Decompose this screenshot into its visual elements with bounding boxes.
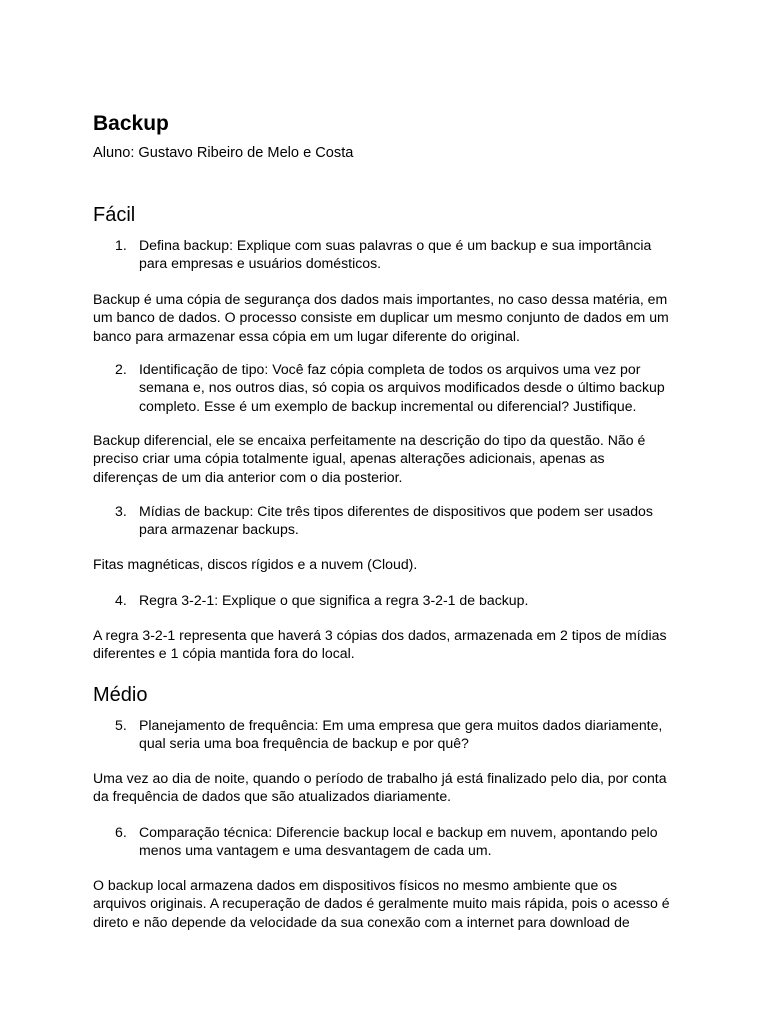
answer-paragraph [93, 876, 683, 931]
question-line: para armazenar backups. [139, 521, 299, 538]
answer-line: diferentes e 1 cópia mantida fora do local. [93, 645, 355, 662]
answer-line: arquivos originais. A recuperação de dados é geralmente muito mais rápida, pois o acesso é [93, 895, 670, 912]
question-line: Defina backup: Explique com suas palavras o que é um backup e sua importância [139, 237, 652, 253]
section-heading-medio: Médio [93, 684, 148, 706]
answer-line: Backup é uma cópia de segurança dos dados mais importantes, no caso dessa matéria, em [93, 291, 668, 307]
question-text [139, 823, 658, 860]
author-line: Aluno: Gustavo Ribeiro de Melo e Costa [93, 145, 354, 161]
answer-line: Uma vez ao dia de noite, quando o período de trabalho já está finalizado pelo dia, por conta [93, 770, 667, 786]
question-number: 2. [115, 361, 127, 377]
question-number: 6. [115, 824, 127, 840]
answer-line: diferenças de um dia anterior com o dia posterior. [93, 468, 403, 485]
answer-line: preciso criar uma cópia totalmente igual, apenas alterações adicionais, apenas as [93, 450, 605, 467]
question-number: 4. [115, 592, 127, 608]
question-line: Regra 3-2-1: Explique o que significa a regra 3-2-1 de backup. [139, 592, 529, 608]
answer-line: Backup diferencial, ele se encaixa perfeitamente na descrição do tipo da questão. Não é [93, 432, 646, 448]
question-line: menos uma vantagem e uma desvantagem de cada um. [139, 842, 492, 859]
answer-paragraph [93, 626, 683, 663]
question-line: para empresas e usuários domésticos. [139, 255, 382, 272]
question-line: semana e, nos outros dias, só copia os arquivos modificados desde o último backup [139, 379, 665, 396]
answer-line: O backup local armazena dados em dispositivos físicos no mesmo ambiente que os [93, 877, 618, 893]
document-title: Backup [93, 112, 169, 135]
answer-line: um banco de dados. O processo consiste em duplicar um mesmo conjunto de dados em um [93, 309, 669, 326]
question-line: Mídias de backup: Cite três tipos diferentes de dispositivos que podem ser usados [139, 503, 653, 519]
question-number: 5. [115, 717, 127, 733]
question-line: Identificação de tipo: Você faz cópia completa de todos os arquivos uma vez por [139, 361, 641, 377]
question-line: Planejamento de frequência: Em uma empresa que gera muitos dados diariamente, [139, 717, 663, 733]
question-number: 1. [115, 237, 127, 253]
question-text [139, 716, 662, 753]
answer-paragraph [93, 555, 683, 573]
section-heading-facil: Fácil [93, 204, 136, 226]
answer-paragraph [93, 769, 683, 806]
question-text [139, 502, 653, 539]
question-line: completo. Esse é um exemplo de backup incremental ou diferencial? Justifique. [139, 397, 637, 414]
answer-line: direto e não depende da velocidade da sua conexão com a internet para download de [93, 913, 630, 930]
answer-paragraph [93, 290, 683, 345]
question-text [139, 360, 665, 415]
question-line: Comparação técnica: Diferencie backup local e backup em nuvem, apontando pelo [139, 824, 658, 840]
question-text [139, 236, 651, 273]
answer-line: banco para armazenar essa cópia em um lugar diferente do original. [93, 327, 520, 344]
answer-line: Fitas magnéticas, discos rígidos e a nuvem (Cloud). [93, 556, 418, 572]
answer-line: da frequência de dados que são atualizados diariamente. [93, 788, 452, 805]
question-text [139, 591, 528, 609]
question-line: qual seria uma boa frequência de backup e por quê? [139, 735, 469, 752]
answer-line: A regra 3-2-1 representa que haverá 3 cópias dos dados, armazenada em 2 tipos de mídias [93, 627, 667, 643]
question-number: 3. [115, 503, 127, 519]
answer-paragraph [93, 431, 683, 486]
